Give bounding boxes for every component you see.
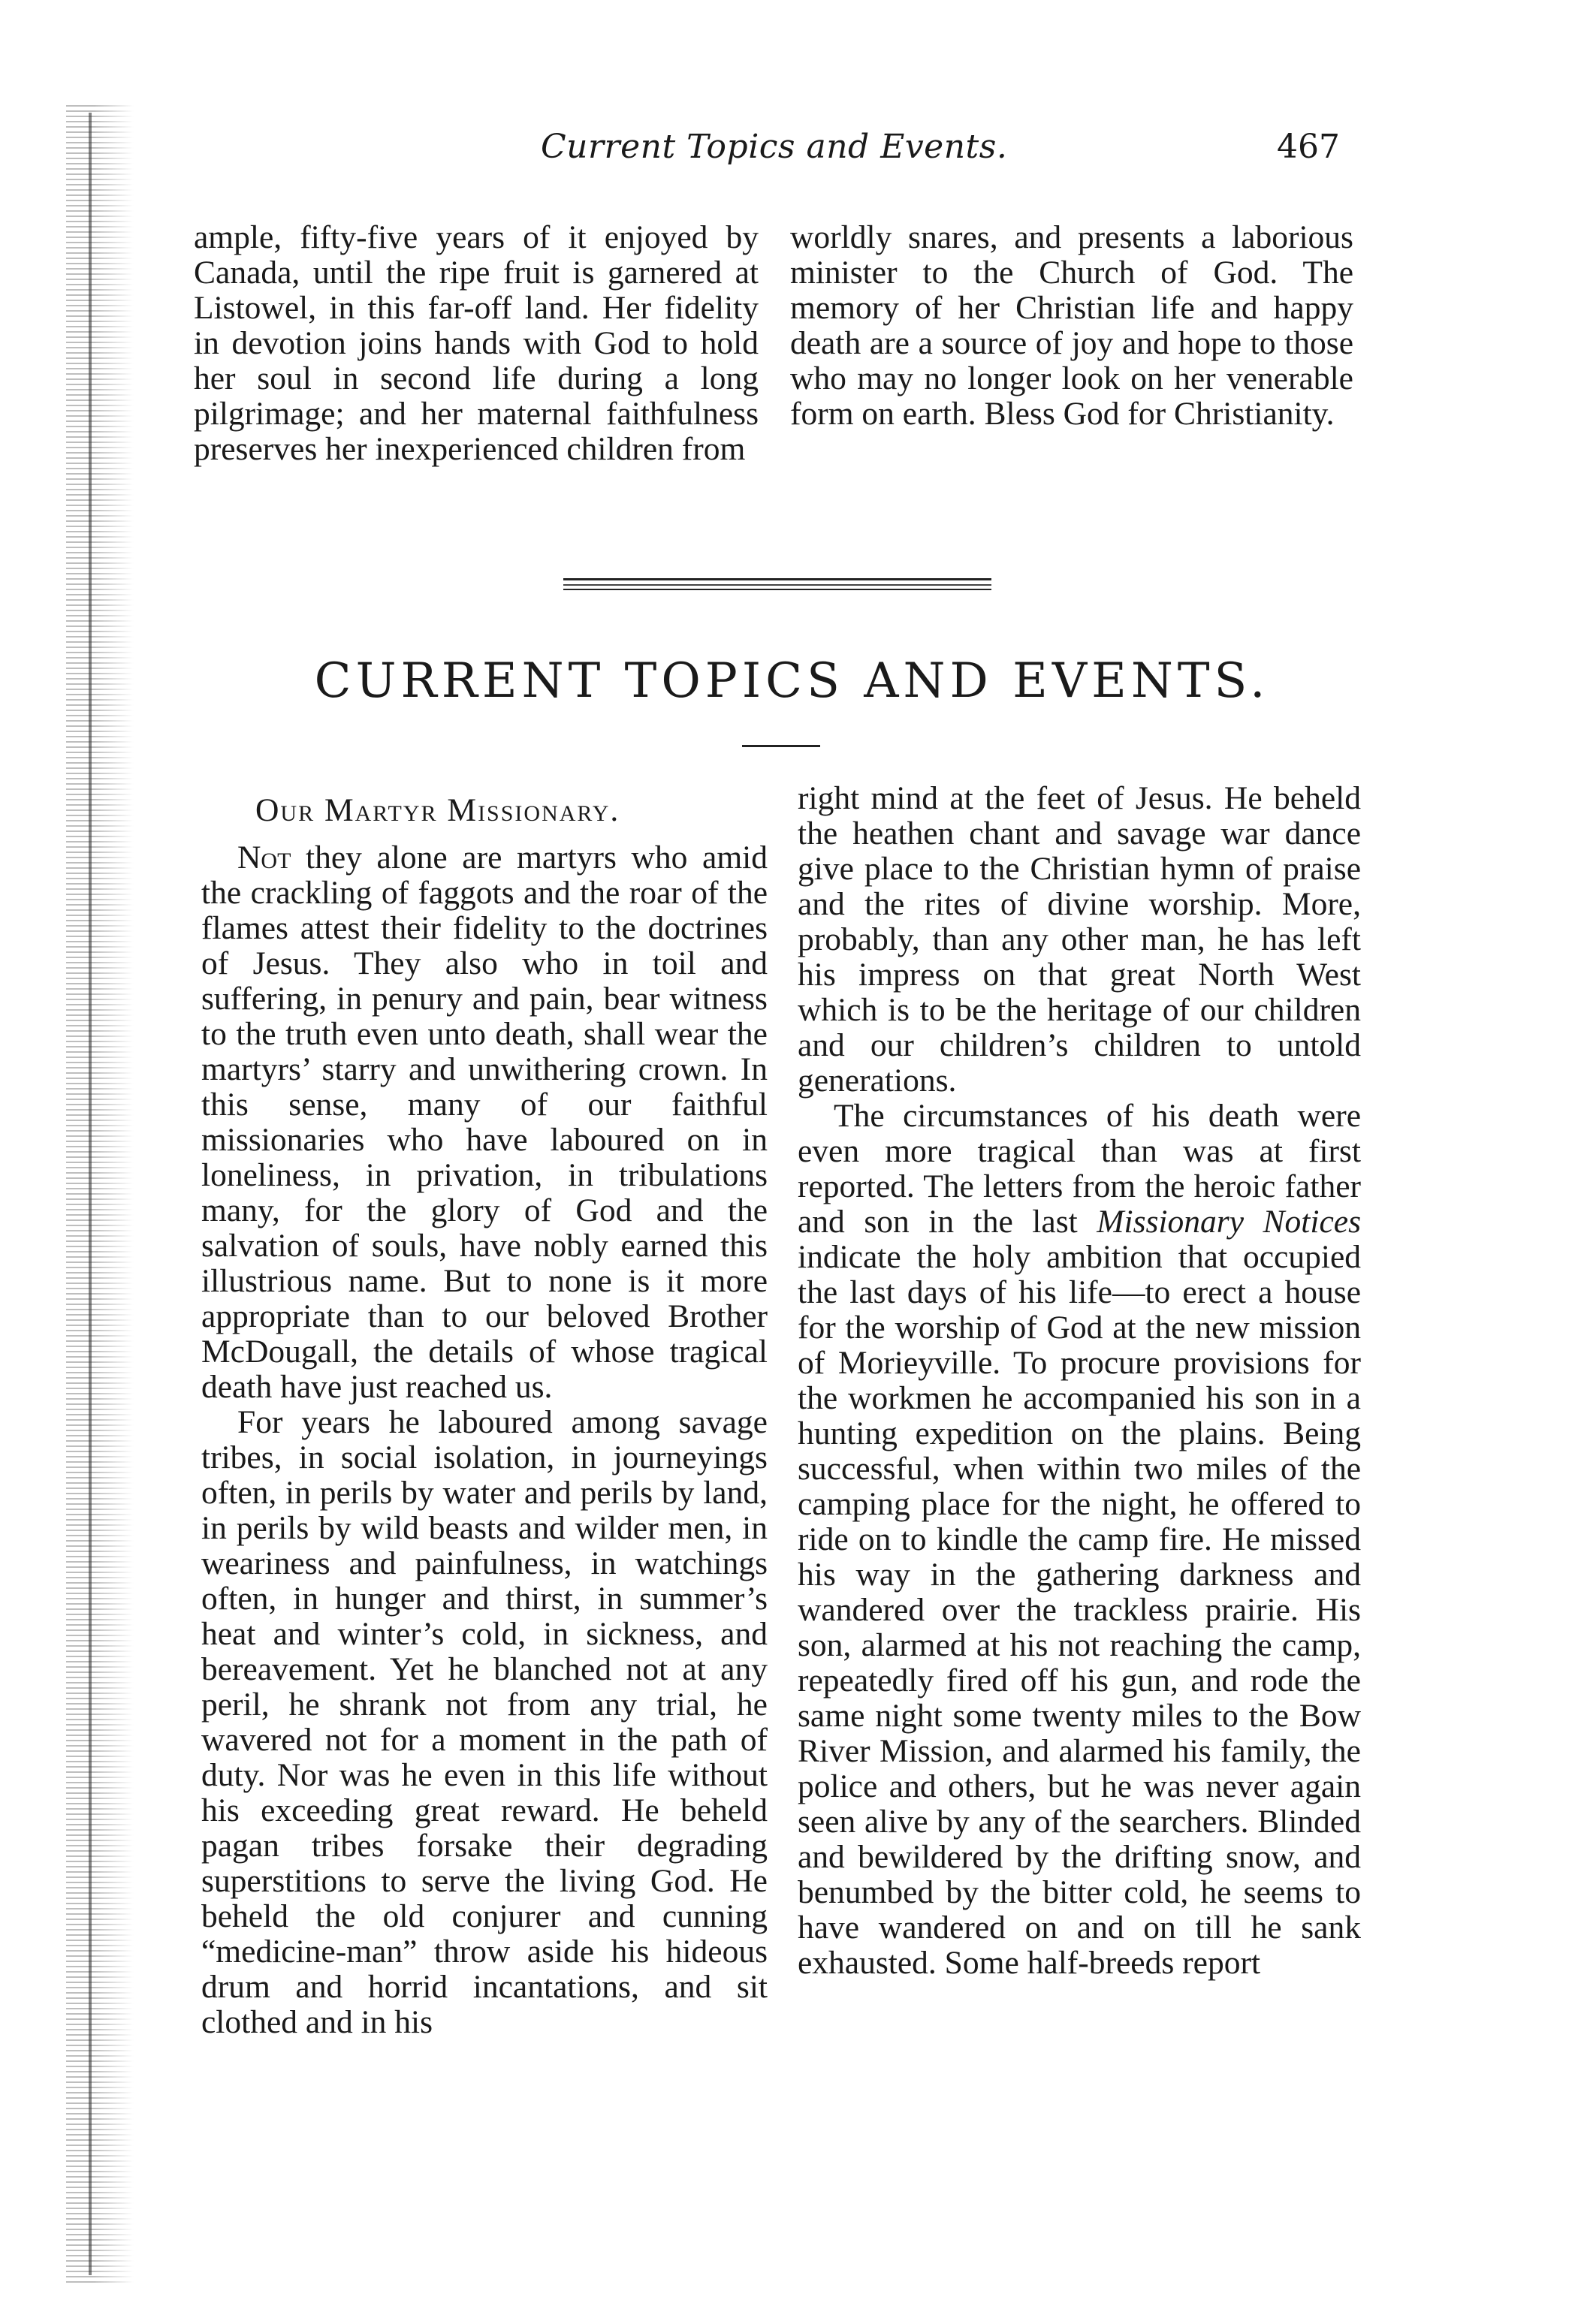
article-subheading: Our Martyr Missionary. [255, 792, 620, 828]
article-right-column [798, 781, 1361, 1981]
continued-paragraph-right: worldly snares, and presents a laborious minister to the Church of God. The memory of her Christian life and happy death are a source of joy and hope to those who may no longer look on her venerable form on earth. Bless God for Christianity. [790, 219, 1353, 432]
article-paragraph-2: For years he laboured among savage tribes, in social isolation, in journeyings often, in perils by water and perils by land, in perils by wild beasts and wilder men, in weariness and painfulness, in watchings often, in hunger and thirst, in summer’s heat and winter’s cold, in sickness, and bereavement. Yet he blanched not at any peril, he shrank not from any trial, he wavered not for a moment in the path of duty. Nor was he even in this life without his exceeding great reward. He beheld pagan tribes forsake their degrading superstitions to serve the living God. He beheld the old conjurer and cunning “medicine-man” throw aside his hideous drum and horrid incantations, and sit clothed and in his [201, 1404, 768, 2040]
article-paragraph-3: right mind at the feet of Jesus. He beheld the heathen chant and savage war dance give place to the Christian hymn of praise and the rites of divine worship. More, probably, than any other man, he has left his impress on that great North West which is to be the heritage of our children and our children’s children to untold generations. [798, 780, 1361, 1099]
continued-text-right-column [790, 220, 1353, 432]
paragraph-4-text-a: The circumstances of his death were even more tragical than was at first reported. The letters from the heroic father and son in the last [798, 1098, 1361, 1240]
paragraph-1-text: they alone are martyrs who amid the crackling of faggots and the roar of the flames attest their fidelity to the doctrines of Jesus. They also who in toil and suffering, in penury and pain, bear witness to the truth even unto death, shall wear the martyrs’ starry and unwithering crown. In this sense, many of our faithful missionaries who have laboured on in loneliness, in privation, in tribulations many, for the glory of God and the salvation of souls, have nobly earned this illustrious name. But to none is it more appropriate than to our beloved Brother McDougall, the details of whose tragical death have just reached us. [201, 839, 768, 1405]
continued-text-left-column [194, 220, 759, 467]
paragraph-lead-word: Not [237, 839, 291, 876]
paragraph-4-text-b: indicate the holy ambition that occupied the last days of his life—to erect a house for the worship of God at the new mission of Morieyville. To procure provisions for the workmen he accompanied his son in a hunting expedition on the plains. Being successful, when within two miles of the camping place for the night, he offered to ride on to kindle the camp fire. He missed his way in the gathering darkness and wandered over the trackless prairie. His son, alarmed at his not reaching the camp, repeatedly fired off his gun, and rode the same night some twenty miles to the Bow River Mission, and alarmed his family, the police and others, but he was never again seen alive by any of the searchers. Blinded and bewildered by the drifting snow, and benumbed by the bitter cold, he seems to have wandered on and on till he sank exhausted. Some half-breeds report [798, 1239, 1361, 1981]
continued-paragraph-left: ample, fifty-five years of it enjoyed by Canada, until the ripe fruit is garnered at Listowel, in this far-off land. Her fidelity in devotion joins hands with God to hold her soul in second life during a long pilgrimage; and her maternal faithfulness preserves her inexperienced children from [194, 219, 759, 467]
section-title: CURRENT TOPICS AND EVENTS. [314, 653, 1270, 709]
binding-edge-line [89, 113, 92, 2275]
title-underline-rule [742, 745, 820, 747]
publication-title: Missionary Notices [1097, 1204, 1362, 1240]
article-left-column [201, 781, 768, 2040]
binding-gutter-shadow [66, 105, 134, 2283]
article-paragraph-4 [798, 1099, 1361, 1981]
article-paragraph-1 [201, 840, 768, 1405]
running-head: Current Topics and Events. [541, 128, 1008, 166]
page-header [0, 128, 1584, 173]
page-number: 467 [1277, 128, 1340, 166]
section-divider-rule [563, 578, 991, 590]
